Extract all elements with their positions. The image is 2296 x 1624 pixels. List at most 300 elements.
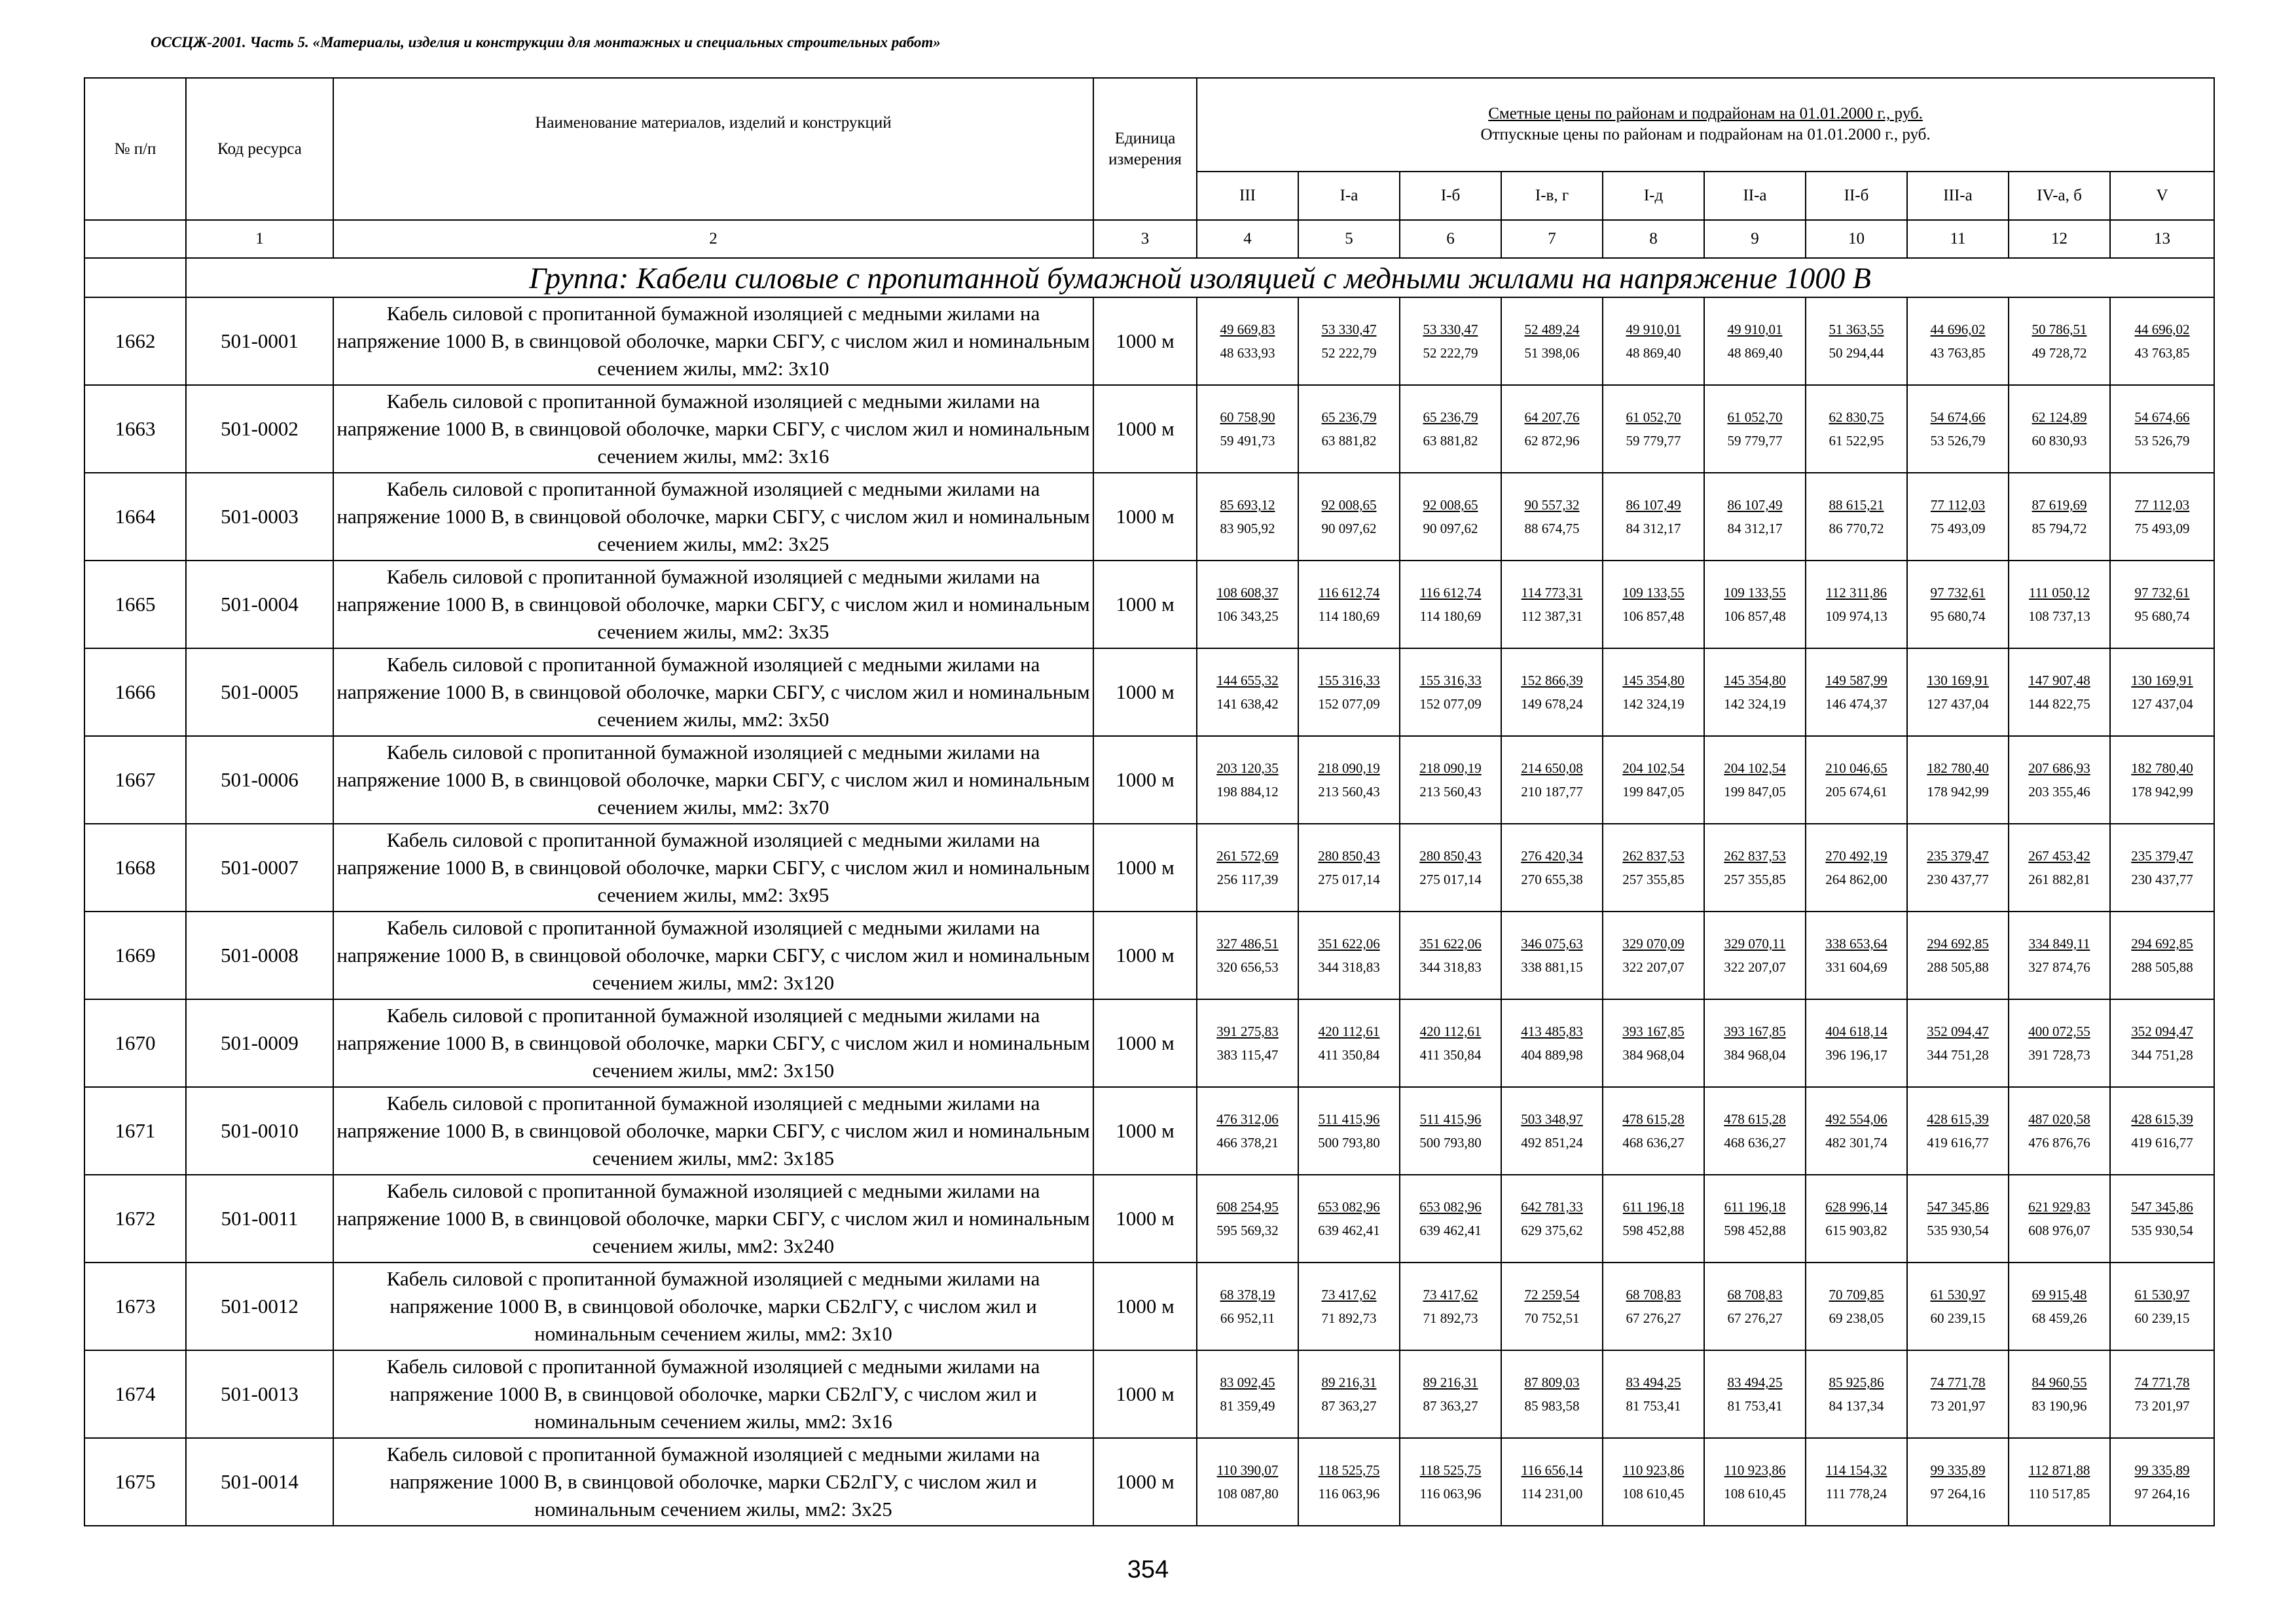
release-price: 66 952,11 [1220,1310,1275,1326]
resource-code: 501-0011 [186,1175,333,1263]
price-cell [1603,297,1704,385]
estimate-price: 64 207,76 [1524,409,1580,425]
price-cell [1907,1350,2009,1438]
resource-code: 501-0001 [186,297,333,385]
price-cell [1704,473,1806,561]
resource-code: 501-0013 [186,1350,333,1438]
estimate-price: 99 335,89 [1930,1462,1986,1478]
price-cell [1603,824,1704,912]
release-price: 256 117,39 [1216,872,1279,887]
price-cell [1907,297,2009,385]
estimate-price: 77 112,03 [2134,497,2190,513]
release-price: 419 616,77 [2131,1135,2193,1151]
price-cell [2009,385,2110,473]
price-cell [1298,473,1400,561]
estimate-price: 89 216,31 [1423,1375,1478,1390]
estimate-price: 218 090,19 [1318,760,1380,776]
release-price: 50 294,44 [1829,345,1884,361]
release-price: 261 882,81 [2028,872,2090,887]
release-price: 468 636,27 [1724,1135,1786,1151]
release-price: 384 968,04 [1724,1047,1786,1063]
estimate-price: 118 525,75 [1419,1462,1482,1478]
price-cell [1400,736,1501,824]
price-cell [2009,561,2110,648]
release-price: 49 728,72 [2032,345,2087,361]
price-cell [1603,473,1704,561]
estimate-price: 118 525,75 [1318,1462,1380,1478]
table-row [84,1350,2214,1438]
price-cell [1603,1350,1704,1438]
price-cell [1603,385,1704,473]
price-cell [1704,385,1806,473]
price-cell [1806,648,1907,736]
estimate-price: 85 925,86 [1829,1375,1884,1390]
release-price: 53 526,79 [2134,433,2190,449]
release-price: 75 493,09 [1930,521,1986,536]
table-row [84,999,2214,1087]
price-cell [1704,736,1806,824]
release-price: 230 437,77 [2131,872,2193,887]
release-price: 144 822,75 [2028,696,2090,712]
estimate-price: 89 216,31 [1321,1375,1377,1390]
release-price: 383 115,47 [1216,1047,1279,1063]
price-cell [2110,385,2214,473]
unit-of-measure: 1000 м [1093,999,1197,1087]
column-number: 9 [1704,220,1806,258]
material-name: Кабель силовой с пропитанной бумажной изоляцией с медными жилами на напряжение 1000 В, в свинцовой оболочке, марки СБГУ, с числом жил и номинальным сечением жилы, мм2: 3x50 [333,648,1093,736]
material-name: Кабель силовой с пропитанной бумажной изоляцией с медными жилами на напряжение 1000 В, в свинцовой оболочке, марки СБГУ, с числом жил и номинальным сечением жилы, мм2: 3x70 [333,736,1093,824]
column-number: 13 [2110,220,2214,258]
release-price: 331 604,69 [1825,959,1887,975]
price-cell [2009,1175,2110,1263]
release-price: 199 847,05 [1622,784,1685,800]
table-row [84,385,2214,473]
estimate-price: 116 656,14 [1521,1462,1583,1478]
price-cell [1603,1263,1704,1350]
estimate-price: 653 082,96 [1318,1199,1380,1215]
estimate-price: 72 259,54 [1524,1287,1580,1302]
price-cell [1197,473,1298,561]
estimate-price: 270 492,19 [1825,848,1887,864]
release-price: 95 680,74 [1930,608,1986,624]
release-price: 230 437,77 [1927,872,1989,887]
estimate-price: 642 781,33 [1521,1199,1583,1215]
price-cell [1603,1087,1704,1175]
column-number: 5 [1298,220,1400,258]
price-cell [2009,297,2110,385]
release-price: 43 763,85 [2134,345,2190,361]
price-cell [2009,648,2110,736]
price-cell [1501,473,1603,561]
estimate-price: 65 236,79 [1423,409,1478,425]
table-row [84,912,2214,999]
release-price: 146 474,37 [1825,696,1887,712]
estimate-price: 351 622,06 [1318,936,1380,951]
row-number: 1671 [84,1087,186,1175]
unit-of-measure: 1000 м [1093,648,1197,736]
estimate-price: 53 330,47 [1321,322,1377,337]
estimate-price: 420 112,61 [1419,1024,1482,1039]
estimate-price: 428 615,39 [1927,1111,1989,1127]
estimate-price: 112 871,88 [2028,1462,2090,1478]
estimate-price: 294 692,85 [2131,936,2193,951]
release-price: 344 751,28 [1927,1047,1989,1063]
price-cell [1400,561,1501,648]
estimate-price: 61 052,70 [1727,409,1783,425]
release-price: 270 655,38 [1521,872,1583,887]
release-price: 152 077,09 [1318,696,1380,712]
column-number: 3 [1093,220,1197,258]
estimate-price: 428 615,39 [2131,1111,2193,1127]
price-cell [1501,1087,1603,1175]
price-cell [1907,473,2009,561]
release-price: 106 857,48 [1724,608,1786,624]
release-price: 108 087,80 [1216,1486,1279,1502]
estimate-price: 116 612,74 [1318,585,1380,600]
price-cell [1907,1438,2009,1526]
release-price: 500 793,80 [1419,1135,1482,1151]
estimate-price: 155 316,33 [1419,673,1482,688]
estimate-price: 50 786,51 [2032,322,2087,337]
header-region: I-в, г [1501,172,1603,220]
estimate-price: 87 619,69 [2032,497,2087,513]
release-price: 60 239,15 [1930,1310,1986,1326]
price-cell [1197,1350,1298,1438]
table-row [84,824,2214,912]
price-cell [1400,297,1501,385]
unit-of-measure: 1000 м [1093,297,1197,385]
price-cell [1197,1175,1298,1263]
estimate-price: 207 686,93 [2028,760,2090,776]
estimate-price: 49 910,01 [1626,322,1681,337]
price-cell [1400,1087,1501,1175]
price-cell [2110,736,2214,824]
release-price: 468 636,27 [1622,1135,1685,1151]
material-name: Кабель силовой с пропитанной бумажной изоляцией с медными жилами на напряжение 1000 В, в свинцовой оболочке, марки СБ2лГУ, с числом жил и номинальным сечением жилы, мм2: 3x10 [333,1263,1093,1350]
estimate-price: 149 587,99 [1825,673,1887,688]
estimate-price: 334 849,11 [2028,936,2090,951]
running-header: ОССЦЖ-2001. Часть 5. «Материалы, изделия и конструкции для монтажных и специальных строительных работ» [151,34,941,50]
release-price: 142 324,19 [1724,696,1786,712]
estimate-price: 61 052,70 [1626,409,1681,425]
release-price: 97 264,16 [2134,1486,2190,1502]
release-price: 106 857,48 [1622,608,1685,624]
material-name: Кабель силовой с пропитанной бумажной изоляцией с медными жилами на напряжение 1000 В, в свинцовой оболочке, марки СБ2лГУ, с числом жил и номинальным сечением жилы, мм2: 3x16 [333,1350,1093,1438]
release-price: 62 872,96 [1524,433,1580,449]
release-price: 178 942,99 [2131,784,2193,800]
release-price: 639 462,41 [1419,1223,1482,1238]
price-cell [2110,999,2214,1087]
estimate-price: 112 311,86 [1826,585,1887,600]
estimate-price: 329 070,09 [1622,936,1685,951]
estimate-price: 88 615,21 [1829,497,1884,513]
price-cell [1400,385,1501,473]
release-price: 595 569,32 [1216,1223,1279,1238]
release-price: 320 656,53 [1216,959,1279,975]
price-cell [1197,736,1298,824]
unit-of-measure: 1000 м [1093,1438,1197,1526]
release-price: 213 560,43 [1419,784,1482,800]
release-price: 114 180,69 [1318,608,1380,624]
price-cell [1400,824,1501,912]
estimate-price: 97 732,61 [2134,585,2190,600]
release-price: 48 869,40 [1626,345,1681,361]
row-number: 1664 [84,473,186,561]
release-price: 88 674,75 [1524,521,1580,536]
price-cell [1704,824,1806,912]
estimate-price: 73 417,62 [1423,1287,1478,1302]
estimate-price: 83 494,25 [1727,1375,1783,1390]
release-price: 90 097,62 [1321,521,1377,536]
estimate-price: 54 674,66 [1930,409,1986,425]
release-price: 598 452,88 [1622,1223,1685,1238]
estimate-price: 262 837,53 [1622,848,1685,864]
estimate-price: 114 154,32 [1825,1462,1887,1478]
price-cell [1197,385,1298,473]
price-cell [1806,297,1907,385]
price-cell [1197,1087,1298,1175]
estimate-price: 653 082,96 [1419,1199,1482,1215]
estimate-price: 110 390,07 [1216,1462,1279,1478]
release-price: 608 976,07 [2028,1223,2090,1238]
header-num: № п/п [84,78,186,220]
estimate-price: 628 996,14 [1825,1199,1887,1215]
material-name: Кабель силовой с пропитанной бумажной изоляцией с медными жилами на напряжение 1000 В, в свинцовой оболочке, марки СБГУ, с числом жил и номинальным сечением жилы, мм2: 3x95 [333,824,1093,912]
release-price: 275 017,14 [1318,872,1380,887]
price-cell [1298,1175,1400,1263]
estimate-price: 346 075,63 [1521,936,1583,951]
estimate-price: 92 008,65 [1423,497,1478,513]
release-price: 83 905,92 [1220,521,1275,536]
estimate-price: 87 809,03 [1524,1375,1580,1390]
price-cell [1704,912,1806,999]
header-estimate-prices: Сметные цены по районам и подрайонам на 01.01.2000 г., руб. [1488,105,1923,123]
price-cell [2009,736,2110,824]
estimate-price: 621 929,83 [2028,1199,2090,1215]
price-cell [1907,736,2009,824]
row-number: 1662 [84,297,186,385]
price-cell [1298,824,1400,912]
release-price: 288 505,88 [2131,959,2193,975]
price-cell [1806,561,1907,648]
column-number: 12 [2009,220,2110,258]
table-row [84,1438,2214,1526]
release-price: 90 097,62 [1423,521,1478,536]
estimate-price: 77 112,03 [1930,497,1986,513]
price-cell [2110,824,2214,912]
header-region: II-а [1704,172,1806,220]
material-name: Кабель силовой с пропитанной бумажной изоляцией с медными жилами на напряжение 1000 В, в свинцовой оболочке, марки СБГУ, с числом жил и номинальным сечением жилы, мм2: 3x185 [333,1087,1093,1175]
unit-of-measure: 1000 м [1093,1175,1197,1263]
price-cell [1806,1087,1907,1175]
release-price: 149 678,24 [1521,696,1583,712]
estimate-price: 276 420,34 [1521,848,1583,864]
estimate-price: 130 169,91 [1927,673,1989,688]
release-price: 63 881,82 [1321,433,1377,449]
material-name: Кабель силовой с пропитанной бумажной изоляцией с медными жилами на напряжение 1000 В, в свинцовой оболочке, марки СБГУ, с числом жил и номинальным сечением жилы, мм2: 3x240 [333,1175,1093,1263]
price-cell [1197,297,1298,385]
price-cell [1400,473,1501,561]
price-cell [2110,1263,2214,1350]
release-price: 63 881,82 [1423,433,1478,449]
price-cell [2009,1350,2110,1438]
release-price: 71 892,73 [1423,1310,1478,1326]
price-cell [1806,1350,1907,1438]
release-price: 67 276,27 [1727,1310,1783,1326]
unit-of-measure: 1000 м [1093,736,1197,824]
column-number: 1 [186,220,333,258]
header-region: IV-а, б [2009,172,2110,220]
estimate-price: 210 046,65 [1825,760,1887,776]
release-price: 60 830,93 [2032,433,2087,449]
estimate-price: 235 379,47 [1927,848,1989,864]
release-price: 419 616,77 [1927,1135,1989,1151]
header-unit: Единица измерения [1093,78,1197,220]
estimate-price: 338 653,64 [1825,936,1887,951]
release-price: 108 610,45 [1622,1486,1685,1502]
release-price: 396 196,17 [1825,1047,1887,1063]
price-cell [2009,824,2110,912]
release-price: 264 862,00 [1825,872,1887,887]
estimate-price: 44 696,02 [1930,322,1986,337]
release-price: 114 180,69 [1419,608,1482,624]
release-price: 52 222,79 [1423,345,1478,361]
price-cell [1806,912,1907,999]
price-cell [1298,912,1400,999]
price-cell [1298,999,1400,1087]
release-price: 48 869,40 [1727,345,1783,361]
estimate-price: 83 092,45 [1220,1375,1275,1390]
column-number: 2 [333,220,1093,258]
release-price: 81 359,49 [1220,1398,1275,1414]
price-cell [1907,1263,2009,1350]
resource-code: 501-0012 [186,1263,333,1350]
release-price: 81 753,41 [1626,1398,1681,1414]
price-cell [1197,999,1298,1087]
estimate-price: 393 167,85 [1724,1024,1786,1039]
release-price: 67 276,27 [1626,1310,1681,1326]
estimate-price: 68 708,83 [1727,1287,1783,1302]
unit-of-measure: 1000 м [1093,1087,1197,1175]
release-price: 615 903,82 [1825,1223,1887,1238]
estimate-price: 478 615,28 [1724,1111,1786,1127]
release-price: 344 318,83 [1419,959,1482,975]
estimate-price: 52 489,24 [1524,322,1580,337]
price-cell [1501,648,1603,736]
release-price: 404 889,98 [1521,1047,1583,1063]
price-cell [1704,1263,1806,1350]
price-cell [1298,648,1400,736]
estimate-price: 329 070,11 [1724,936,1786,951]
table-row [84,473,2214,561]
estimate-price: 51 363,55 [1829,322,1884,337]
estimate-price: 503 348,97 [1521,1111,1583,1127]
release-price: 322 207,07 [1622,959,1685,975]
table-row [84,648,2214,736]
price-cell [1501,1438,1603,1526]
price-cell [1501,385,1603,473]
release-price: 203 355,46 [2028,784,2090,800]
estimate-price: 116 612,74 [1419,585,1482,600]
price-cell [1298,1263,1400,1350]
estimate-price: 68 378,19 [1220,1287,1275,1302]
price-cell [1704,1175,1806,1263]
price-cell [1603,912,1704,999]
estimate-price: 84 960,55 [2032,1375,2087,1390]
material-name: Кабель силовой с пропитанной бумажной изоляцией с медными жилами на напряжение 1000 В, в свинцовой оболочке, марки СБГУ, с числом жил и номинальным сечением жилы, мм2: 3x25 [333,473,1093,561]
price-cell [1704,1438,1806,1526]
material-name: Кабель силовой с пропитанной бумажной изоляцией с медными жилами на напряжение 1000 В, в свинцовой оболочке, марки СБ2лГУ, с числом жил и номинальным сечением жилы, мм2: 3x25 [333,1438,1093,1526]
release-price: 213 560,43 [1318,784,1380,800]
price-cell [1197,561,1298,648]
price-cell [1806,1263,1907,1350]
resource-code: 501-0002 [186,385,333,473]
price-cell [2110,1438,2214,1526]
price-cell [1907,912,2009,999]
estimate-price: 145 354,80 [1724,673,1786,688]
column-number: 8 [1603,220,1704,258]
estimate-price: 114 773,31 [1521,585,1583,600]
estimate-price: 111 050,12 [2029,585,2090,600]
estimate-price: 83 494,25 [1626,1375,1681,1390]
release-price: 142 324,19 [1622,696,1685,712]
price-cell [1603,648,1704,736]
estimate-price: 608 254,95 [1216,1199,1279,1215]
price-cell [1298,1087,1400,1175]
release-price: 338 881,15 [1521,959,1583,975]
price-cell [1197,1263,1298,1350]
release-price: 116 063,96 [1318,1486,1380,1502]
price-cell [1603,736,1704,824]
resource-code: 501-0009 [186,999,333,1087]
release-price: 411 350,84 [1318,1047,1380,1063]
price-cell [1400,1263,1501,1350]
material-name: Кабель силовой с пропитанной бумажной изоляцией с медными жилами на напряжение 1000 В, в свинцовой оболочке, марки СБГУ, с числом жил и номинальным сечением жилы, мм2: 3x16 [333,385,1093,473]
release-price: 86 770,72 [1829,521,1884,536]
estimate-price: 74 771,78 [2134,1375,2190,1390]
price-cell [1501,912,1603,999]
column-number: 7 [1501,220,1603,258]
price-cell [1197,648,1298,736]
estimate-price: 53 330,47 [1423,322,1478,337]
release-price: 327 874,76 [2028,959,2090,975]
estimate-price: 49 669,83 [1220,322,1275,337]
header-region: III [1197,172,1298,220]
release-price: 84 137,34 [1829,1398,1884,1414]
unit-of-measure: 1000 м [1093,1350,1197,1438]
release-price: 199 847,05 [1724,784,1786,800]
page-number: 354 [1127,1556,1169,1583]
price-cell [1501,561,1603,648]
estimate-price: 54 674,66 [2134,409,2190,425]
price-cell [2110,648,2214,736]
price-cell [1806,824,1907,912]
release-price: 288 505,88 [1927,959,1989,975]
price-cell [1400,912,1501,999]
release-price: 598 452,88 [1724,1223,1786,1238]
row-number: 1669 [84,912,186,999]
estimate-price: 487 020,58 [2028,1111,2090,1127]
price-cell [2009,1438,2110,1526]
estimate-price: 391 275,83 [1216,1024,1279,1039]
release-price: 59 779,77 [1626,433,1681,449]
row-number: 1672 [84,1175,186,1263]
row-number: 1670 [84,999,186,1087]
resource-code: 501-0008 [186,912,333,999]
release-price: 141 638,42 [1216,696,1279,712]
estimate-price: 294 692,85 [1927,936,1989,951]
release-price: 111 778,24 [1826,1486,1887,1502]
